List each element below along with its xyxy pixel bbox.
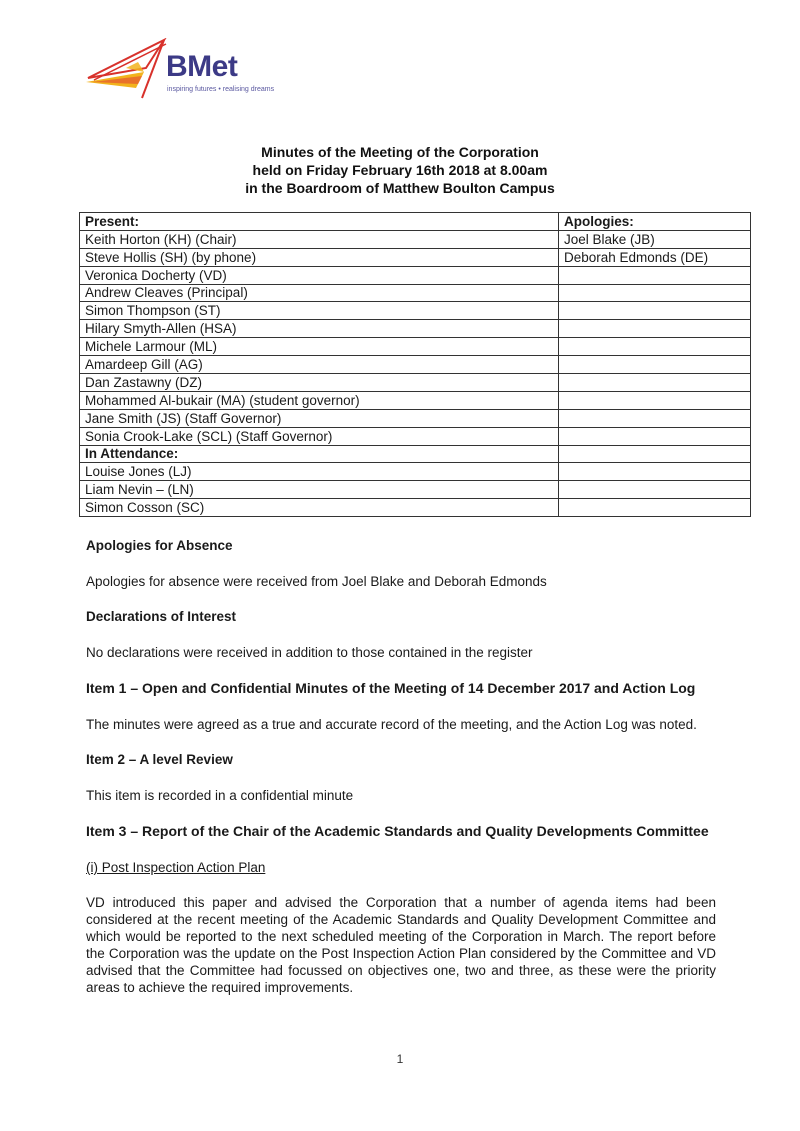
logo-swoosh-icon (86, 38, 176, 104)
apologies-cell (559, 284, 751, 302)
apologies-cell (559, 338, 751, 356)
present-cell: Sonia Crook-Lake (SCL) (Staff Governor) (80, 427, 559, 445)
page-number: 1 (396, 1052, 404, 1066)
logo-wordmark: BMet (166, 50, 238, 83)
present-cell: Hilary Smyth-Allen (HSA) (80, 320, 559, 338)
apologies-heading: Apologies for Absence (86, 538, 233, 553)
table-row (80, 391, 751, 409)
apologies-cell (559, 409, 751, 427)
table-row (80, 409, 751, 427)
attendance-cell: Louise Jones (LJ) (80, 463, 559, 481)
table-row (80, 266, 751, 284)
item1-text: The minutes were agreed as a true and accurate record of the meeting, and the Action Log was noted. (86, 717, 697, 732)
attendance-cell: Simon Cosson (SC) (80, 499, 559, 517)
apologies-cell (559, 356, 751, 374)
title-line-2: held on Friday February 16th 2018 at 8.00am (252, 162, 548, 178)
table-row (80, 230, 751, 248)
table-row (80, 302, 751, 320)
table-row (80, 356, 751, 374)
apologies-cell (559, 463, 751, 481)
item2-text: This item is recorded in a confidential minute (86, 788, 354, 803)
apologies-cell (559, 374, 751, 392)
apologies-cell (559, 499, 751, 517)
apologies-cell (559, 427, 751, 445)
table-row (80, 481, 751, 499)
in-attendance-header-row (80, 445, 751, 463)
item3-subheading: (i) Post Inspection Action Plan (86, 860, 266, 875)
apologies-cell (559, 445, 751, 463)
declarations-text: No declarations were received in addition to those contained in the register (86, 645, 533, 660)
table-header-row (80, 213, 751, 231)
apologies-cell: Joel Blake (JB) (559, 230, 751, 248)
present-cell: Simon Thompson (ST) (80, 302, 559, 320)
title-line-3: in the Boardroom of Matthew Boulton Campus (245, 180, 555, 196)
apologies-header: Apologies: (559, 213, 751, 231)
bmet-logo (86, 38, 316, 104)
apologies-cell (559, 481, 751, 499)
apologies-text: Apologies for absence were received from Joel Blake and Deborah Edmonds (86, 574, 547, 589)
title-line-1: Minutes of the Meeting of the Corporation (261, 144, 539, 160)
attendance-table (79, 212, 751, 517)
declarations-heading: Declarations of Interest (86, 609, 237, 624)
table-row (80, 374, 751, 392)
item1-heading: Item 1 – Open and Confidential Minutes of the Meeting of 14 December 2017 and Action Log (86, 680, 696, 696)
item3-heading: Item 3 – Report of the Chair of the Academic Standards and Quality Developments Committee (86, 823, 709, 839)
present-cell: Michele Larmour (ML) (80, 338, 559, 356)
present-cell: Steve Hollis (SH) (by phone) (80, 248, 559, 266)
apologies-cell (559, 391, 751, 409)
table-row (80, 284, 751, 302)
present-cell: Andrew Cleaves (Principal) (80, 284, 559, 302)
present-cell: Veronica Docherty (VD) (80, 266, 559, 284)
present-cell: Jane Smith (JS) (Staff Governor) (80, 409, 559, 427)
apologies-cell (559, 320, 751, 338)
present-cell: Dan Zastawny (DZ) (80, 374, 559, 392)
present-cell: Mohammed Al-bukair (MA) (student governor) (80, 391, 559, 409)
present-header: Present: (80, 213, 559, 231)
present-cell: Amardeep Gill (AG) (80, 356, 559, 374)
apologies-cell (559, 266, 751, 284)
present-cell: Keith Horton (KH) (Chair) (80, 230, 559, 248)
document-title (0, 143, 800, 197)
table-row (80, 427, 751, 445)
item2-heading: Item 2 – A level Review (86, 752, 233, 767)
table-row (80, 248, 751, 266)
table-row (80, 320, 751, 338)
attendance-cell: Liam Nevin – (LN) (80, 481, 559, 499)
item3-text: VD introduced this paper and advised the Corporation that a number of agenda items had been considered at the recent meeting of the Academic Standards and Quality Development Committee and which would be reported to the next scheduled meeting of the Corporation in March. The report before the Corporation was the update on the Post Inspection Action Plan considered by the Committee and VD advised that the Committee had focussed on objectives one, two and three, as these were the priority areas to achieve the required improvements. (86, 895, 716, 995)
minutes-body (86, 537, 716, 996)
apologies-cell: Deborah Edmonds (DE) (559, 248, 751, 266)
table-row (80, 338, 751, 356)
table-row (80, 463, 751, 481)
logo-tagline: inspiring futures • realising dreams (167, 86, 275, 93)
apologies-cell (559, 302, 751, 320)
table-row (80, 499, 751, 517)
in-attendance-header: In Attendance: (80, 445, 559, 463)
